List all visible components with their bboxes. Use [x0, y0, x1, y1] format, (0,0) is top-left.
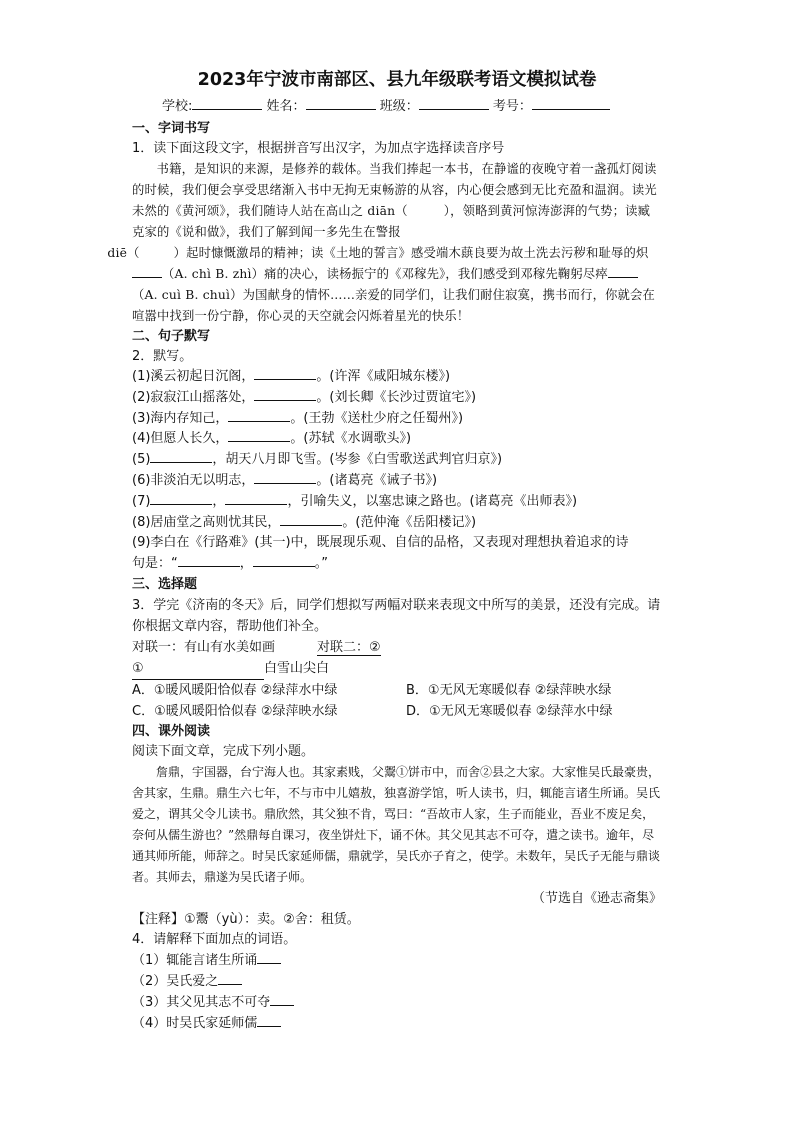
section-4-heading: 四、课外阅读 [132, 723, 211, 739]
answer-blank[interactable] [150, 492, 212, 505]
blank-chi[interactable] [132, 265, 162, 278]
question-4: 4．请解释下面加点的词语。 [132, 931, 297, 947]
recite-line-6: (6)非淡泊无以明志， 。(诸葛亮《诫子书》) [132, 472, 438, 488]
couplet-row: 对联一：有山有水美如画 对联二：② [132, 639, 381, 655]
school-blank[interactable] [192, 96, 262, 110]
recite-line-4: (4)但愿人长久， 。(苏轼《水调歌头》) [132, 431, 412, 447]
recite-line-1: (1)溪云初起日沉阁， 。(许浑《咸阳城东楼》) [132, 369, 451, 384]
recite-line-5: (5) ，胡天八月即飞雪。(岑参《白雪歌送武判官归京》) [132, 452, 503, 468]
answer-blank[interactable] [253, 554, 315, 567]
exam-page [107, 60, 662, 1034]
annotation: 【注释】①鬻（yù）：卖。②舍：租赁。 [132, 911, 360, 927]
recite-line-9-answer: 句是：“ ， 。” [132, 556, 329, 572]
answer-blank[interactable] [225, 492, 287, 505]
blank-cui[interactable] [608, 265, 638, 278]
couplet-row-2: ① 白雪山尖白 [132, 658, 662, 680]
answer-blank[interactable] [228, 429, 290, 442]
item-3: （3）其父见其志不可夺 [132, 992, 662, 1013]
passage-source: （节选自《逊志斋集》 [531, 890, 662, 906]
section-1-heading: 一、字词书写 [132, 121, 211, 136]
recite-line-7: (7) ， ，引喻失义，以塞忠谏之路也。(诸葛亮《出师表》) [132, 493, 578, 509]
section-3-heading: 三、选择题 [132, 576, 198, 592]
name-blank[interactable] [306, 96, 376, 110]
question-3: 3．学完《济南的冬天》后，同学们想拟写两幅对联来表现文中所写的美景，还没有完成。请你根据文章内容，帮助他们补全。 [132, 597, 661, 634]
answer-blank[interactable] [218, 972, 242, 985]
student-info-row [132, 96, 662, 116]
question-1: 1．读下面这段文字，根据拼音写出汉字，为加点字选择读音序号 [132, 141, 505, 156]
reading-intro: 阅读下面文章，完成下列小题。 [132, 743, 315, 759]
option-a[interactable]: A．①暖风暖阳恰似春 ②绿萍水中绿 [132, 682, 338, 698]
option-b[interactable]: B．①无风无寒暖似春 ②绿萍映水绿 [406, 682, 612, 698]
answer-blank[interactable] [270, 993, 294, 1006]
item-4: （4）时吴氏家延师儒 [132, 1013, 662, 1034]
recite-line-9: (9)李白在《行路难》(其一)中，既展现乐观、自信的品格，又表现对理想执着追求的诗 [132, 535, 629, 551]
options-row-2 [132, 701, 662, 722]
answer-blank[interactable] [178, 554, 240, 567]
recite-line-3: (3)海内存知己， 。(王勃《送杜少府之任蜀州》) [132, 410, 464, 426]
options-row-1 [132, 680, 662, 701]
answer-blank[interactable] [254, 367, 316, 380]
exam-no-label: 考号： [492, 99, 532, 114]
page-title: 2023年宁波市南部区、县九年级联考语文模拟试卷 [197, 70, 597, 90]
school-label: 学校: [162, 99, 193, 114]
exam-no-blank[interactable] [532, 96, 610, 110]
classical-passage: 詹鼎，宇国器，台宁海人也。其家素贱，父鬻①饼市中，而舍②县之大家。大家惟吴氏最豪贵，舍其家，生鼎。鼎生六七年，不与市中儿嬉敖，独喜游学馆，听人读书，归，辄能言诸生所诵。吴氏爱之，谓其父令儿读书。鼎欣然，其父独不肯，骂曰：“吾故市人家，生子而能业，吾业不废足矣，奈何从儒生游也？”然鼎每自课习，夜坐饼灶下，诵不休。其父见其志不可夺，遣之读书。逾年，尽通其师所能，师辞之。时吴氏家延师儒，鼎就学，吴氏亦子育之，使学。未数年，吴氏子无能与鼎谈者。其师去，鼎遂为吴氏诸子师。 [132, 764, 661, 884]
option-c[interactable]: C．①暖风暖阳恰似春 ②绿萍映水绿 [132, 703, 338, 719]
answer-blank[interactable] [257, 1014, 281, 1027]
answer-blank[interactable] [257, 951, 281, 964]
option-d[interactable]: D．①无风无寒暖似春 ②绿萍水中绿 [406, 703, 613, 719]
answer-blank[interactable] [228, 409, 290, 422]
question-2: 2．默写。 [132, 349, 193, 364]
recite-line-8: (8)居庙堂之高则忧其民， 。(范仲淹《岳阳楼记》) [132, 514, 477, 530]
name-label: 姓名： [266, 99, 306, 114]
answer-blank[interactable] [254, 471, 316, 484]
answer-blank[interactable] [150, 450, 212, 463]
section-2-heading: 二、句子默写 [132, 329, 211, 344]
recite-line-2: (2)寂寂江山摇落处， 。(刘长卿《长沙过贾谊宅》) [132, 389, 477, 405]
item-2: （2）吴氏爱之 [132, 971, 662, 992]
answer-blank[interactable] [280, 513, 342, 526]
class-blank[interactable] [419, 96, 489, 110]
item-1: （1）辄能言诸生所诵 [132, 950, 662, 971]
question-1-passage: 书籍，是知识的来源，是修养的载体。当我们捧起一本书，在静谧的夜晚守着一盏孤灯阅读的时候，我们便会享受思绪渐入书中无拘无束畅游的从容，内心便会感到无比充盈和温润。读光未然的《黄河颂》，我们随诗人站在高山之 diān（ ），领略到黄河惊涛澎湃的气势；读臧克家的《说和做》，我们了解到闻一多先生在警报 diē（ ）起时慷慨激昂的精神；读《土地的誓言》感受端木蕻良要为故土洗去污秽和耻辱的炽（A. chì B. zhì）痛的决心，读杨振宁的《邓稼先》，我们感受到邓稼先鞠躬尽瘁（A. cuì B. chuì）为国献身的情怀……亲爱的同学们，让我们耐住寂寞，携书而行，你就会在喧嚣中找到一份宁静，你心灵的天空就会闪烁着星光的快乐！ [107, 162, 657, 323]
answer-blank[interactable] [254, 388, 316, 401]
class-label: 班级： [379, 99, 419, 114]
